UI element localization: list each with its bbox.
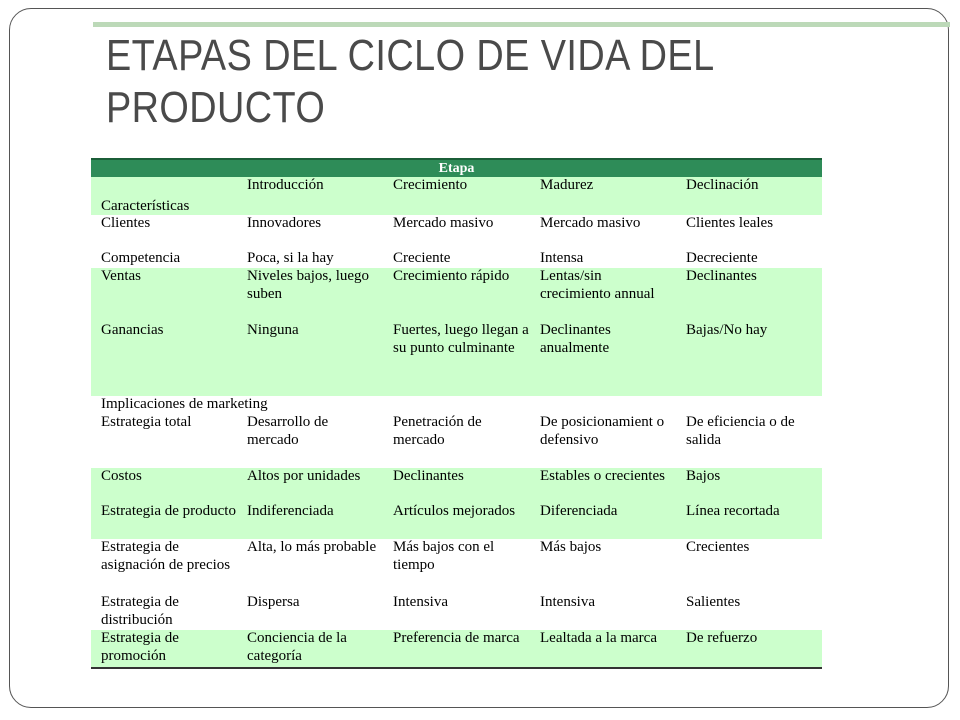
- table-cell: Declinantes anualmente: [530, 322, 676, 396]
- table-cell: Dispersa: [237, 594, 383, 630]
- stage-declinacion: Declinación: [676, 177, 822, 215]
- table-cell: Intensa: [530, 250, 676, 268]
- marketing-section-row: [91, 396, 822, 414]
- table-cell: Penetración de mercado: [383, 414, 530, 468]
- header-etapa: Etapa: [91, 159, 822, 177]
- table-header-row: [91, 159, 822, 177]
- table-cell: Innovadores: [237, 215, 383, 250]
- table-cell: Lentas/sin crecimiento annual: [530, 268, 676, 322]
- table-cell: Decreciente: [676, 250, 822, 268]
- table-cell: Mercado masivo: [383, 215, 530, 250]
- stage-madurez: Madurez: [530, 177, 676, 215]
- stage-crecimiento: Crecimiento: [383, 177, 530, 215]
- table-row: [91, 250, 822, 268]
- marketing-implications-label: Implicaciones de marketing: [91, 396, 822, 414]
- table-cell: Más bajos: [530, 539, 676, 594]
- table-cell: Fuertes, luego llegan a su punto culminante: [383, 322, 530, 396]
- table-cell: Intensiva: [383, 594, 530, 630]
- row-label: Estrategia de producto: [91, 503, 237, 539]
- table-cell: Indiferenciada: [237, 503, 383, 539]
- table-cell: Estables o crecientes: [530, 468, 676, 503]
- table-row: [91, 503, 822, 539]
- row-label: Costos: [91, 468, 237, 503]
- slide-title: [106, 30, 760, 134]
- table-cell: Declinantes: [676, 268, 822, 322]
- table-cell: Bajas/No hay: [676, 322, 822, 396]
- stage-introduccion: Introducción: [237, 177, 383, 215]
- slide-title-line-1: ETAPAS DEL CICLO DE VIDA DEL: [106, 31, 715, 80]
- table-row: [91, 539, 822, 594]
- table-cell: Diferenciada: [530, 503, 676, 539]
- row-label: Estrategia de asignación de precios: [91, 539, 237, 594]
- table-cell: Preferencia de marca: [383, 630, 530, 668]
- table-cell: Salientes: [676, 594, 822, 630]
- table-cell: Niveles bajos, luego suben: [237, 268, 383, 322]
- stages-row: [91, 177, 822, 215]
- table-cell: Línea recortada: [676, 503, 822, 539]
- table-cell: De eficiencia o de salida: [676, 414, 822, 468]
- table-cell: Clientes leales: [676, 215, 822, 250]
- row-label: Clientes: [91, 215, 237, 250]
- table-cell: Más bajos con el tiempo: [383, 539, 530, 594]
- table-row: [91, 594, 822, 630]
- slide-title-line-2: PRODUCTO: [106, 83, 326, 132]
- table-cell: De posicionamient o defensivo: [530, 414, 676, 468]
- table-cell: Lealtada a la marca: [530, 630, 676, 668]
- table-row: [91, 414, 822, 468]
- row-label: Ventas: [91, 268, 237, 322]
- table-cell: Crecientes: [676, 539, 822, 594]
- characteristics-label: Características: [91, 177, 237, 215]
- table-cell: Conciencia de la categoría: [237, 630, 383, 668]
- table-cell: Desarrollo de mercado: [237, 414, 383, 468]
- table-cell: Alta, lo más probable: [237, 539, 383, 594]
- table-cell: Crecimiento rápido: [383, 268, 530, 322]
- row-label: Estrategia de promoción: [91, 630, 237, 668]
- row-label: Ganancias: [91, 322, 237, 396]
- table-row: [91, 268, 822, 322]
- table-cell: Artículos mejorados: [383, 503, 530, 539]
- title-accent-bar: [93, 22, 950, 27]
- table-cell: Declinantes: [383, 468, 530, 503]
- table-cell: Altos por unidades: [237, 468, 383, 503]
- table-cell: De refuerzo: [676, 630, 822, 668]
- table-cell: Mercado masivo: [530, 215, 676, 250]
- table-row: [91, 322, 822, 396]
- table-cell: Bajos: [676, 468, 822, 503]
- table-cell: Intensiva: [530, 594, 676, 630]
- row-label: Estrategia de distribución: [91, 594, 237, 630]
- table-cell: Ninguna: [237, 322, 383, 396]
- table-row: [91, 468, 822, 503]
- table-row: [91, 630, 822, 668]
- table-cell: Creciente: [383, 250, 530, 268]
- row-label: Estrategia total: [91, 414, 237, 468]
- lifecycle-table: [91, 158, 822, 669]
- table-cell: Poca, si la hay: [237, 250, 383, 268]
- row-label: Competencia: [91, 250, 237, 268]
- table-row: [91, 215, 822, 250]
